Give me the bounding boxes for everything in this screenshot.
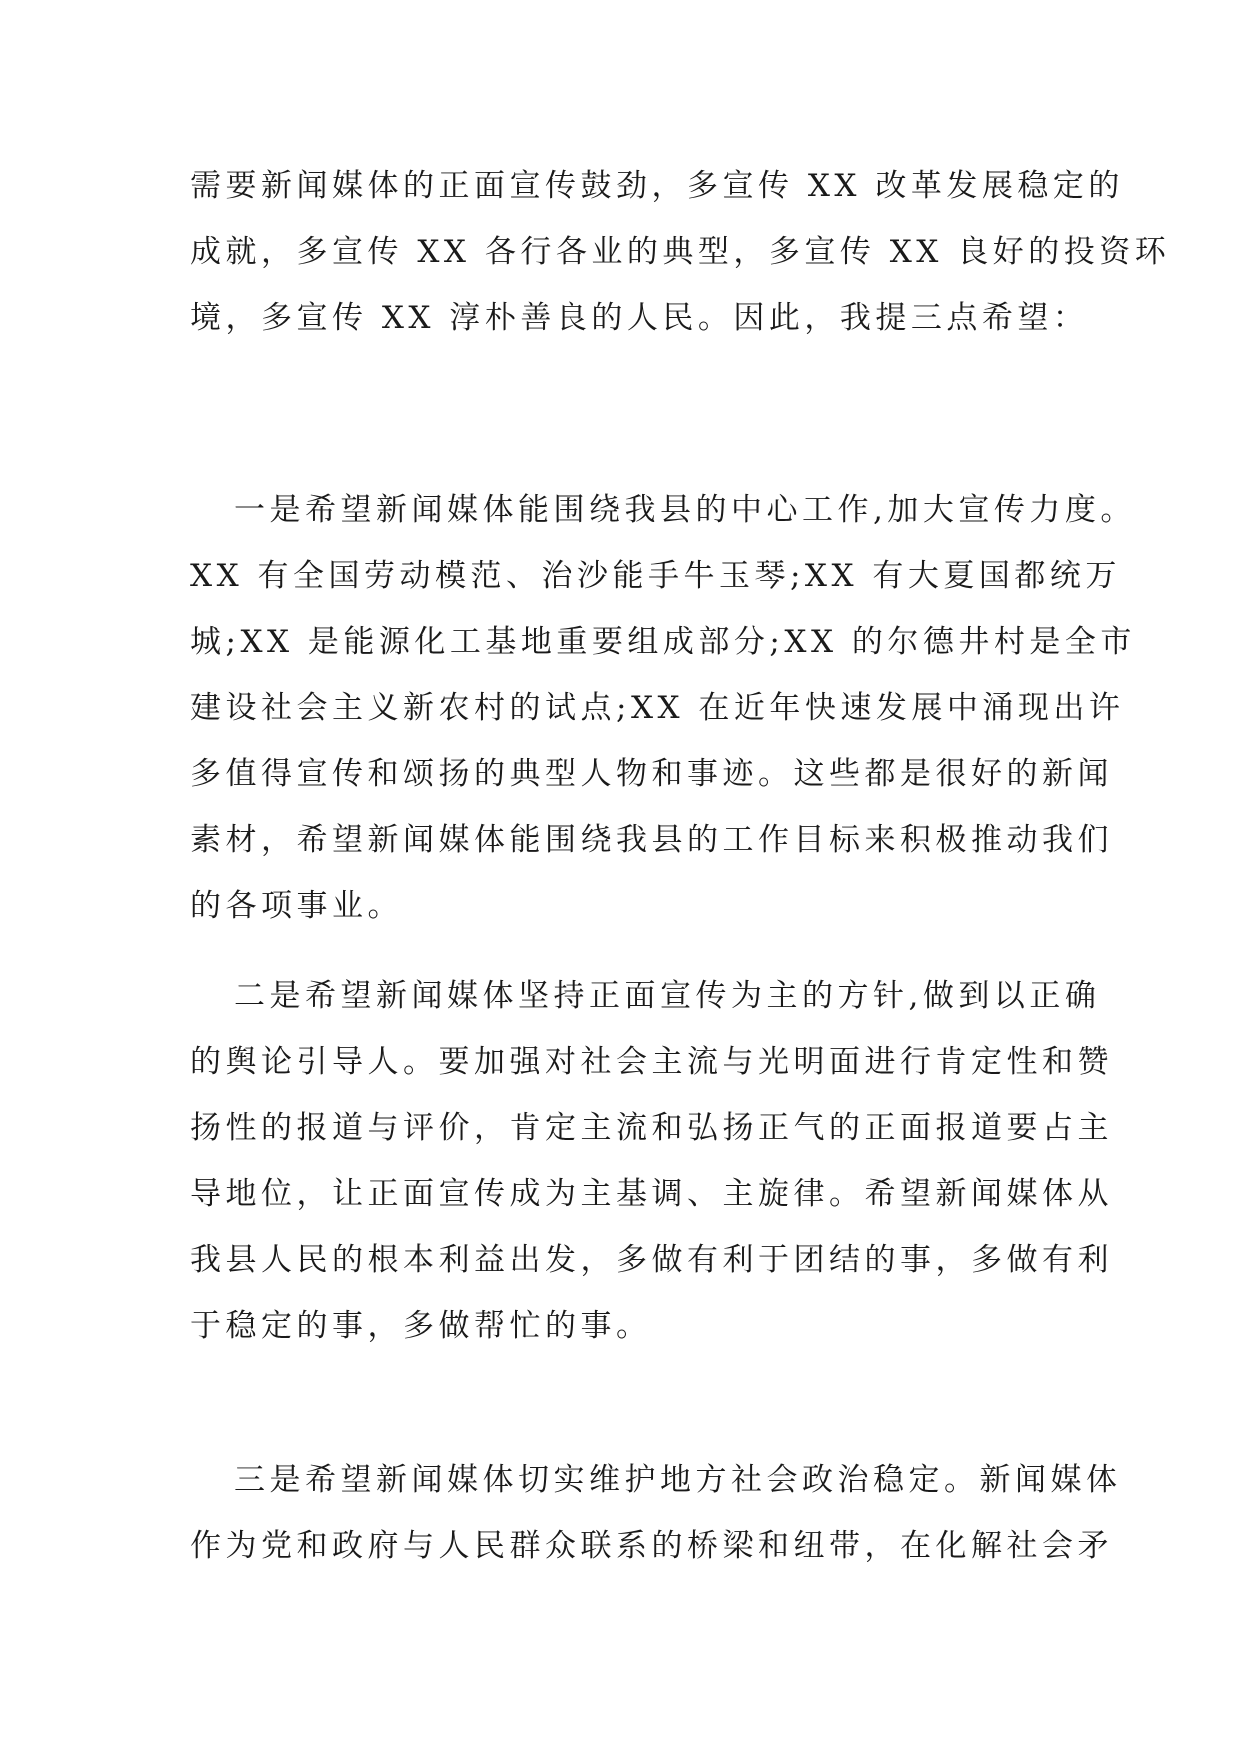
text-line: 成就，多宣传 XX 各行各业的典型，多宣传 XX 良好的投资环 [190,234,1171,270]
text-line: 境，多宣传 XX 淳朴善良的人民。因此，我提三点希望： [190,300,1089,336]
text-line: 二是希望新闻媒体坚持正面宣传为主的方针,做到以正确 [234,978,1101,1014]
paragraph-hope-three [190,1447,1122,1579]
paragraph-hope-one [190,477,1136,939]
paragraph-intro [190,153,1171,351]
text-line: 我县人民的根本利益出发，多做有利于团结的事，多做有利 [190,1242,1113,1278]
text-line: 的各项事业。 [190,888,403,924]
text-line: 作为党和政府与人民群众联系的桥梁和纽带，在化解社会矛 [190,1528,1113,1564]
text-line: 扬性的报道与评价，肯定主流和弘扬正气的正面报道要占主 [190,1110,1113,1146]
text-line: 三是希望新闻媒体切实维护地方社会政治稳定。新闻媒体 [234,1462,1122,1498]
paragraph-hope-two [190,963,1113,1359]
text-line: XX 有全国劳动模范、治沙能手牛玉琴;XX 有大夏国都统万 [190,558,1121,594]
text-line: 的舆论引导人。要加强对社会主流与光明面进行肯定性和赞 [190,1044,1113,1080]
text-line: 城;XX 是能源化工基地重要组成部分;XX 的尔德井村是全市 [190,624,1136,660]
text-line: 多值得宣传和颂扬的典型人物和事迹。这些都是很好的新闻 [190,756,1113,792]
text-line: 建设社会主义新农村的试点;XX 在近年快速发展中涌现出许 [190,690,1125,726]
text-line: 需要新闻媒体的正面宣传鼓劲，多宣传 XX 改革发展稳定的 [190,168,1124,204]
text-line: 一是希望新闻媒体能围绕我县的中心工作,加大宣传力度。 [234,492,1136,528]
text-line: 素材，希望新闻媒体能围绕我县的工作目标来积极推动我们 [190,822,1113,858]
text-line: 导地位，让正面宣传成为主基调、主旋律。希望新闻媒体从 [190,1176,1113,1212]
text-line: 于稳定的事，多做帮忙的事。 [190,1308,652,1344]
